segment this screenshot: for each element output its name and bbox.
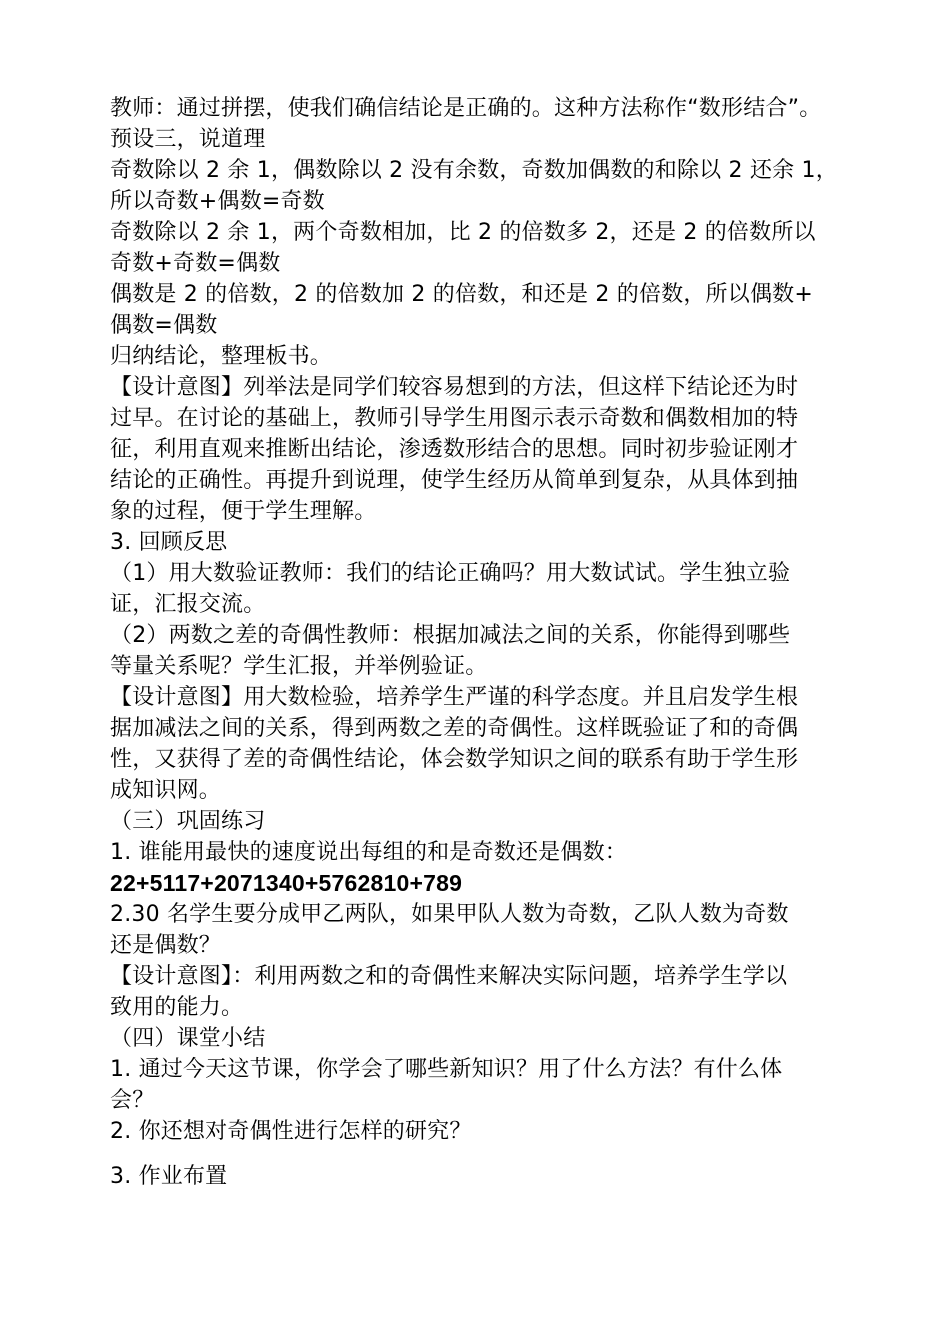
paragraph-line: 征，利用直观来推断出结论，渗透数形结合的思想。同时初步验证刚才 [110,437,799,462]
design-intent-line: 【设计意图】用大数检验，培养学生严谨的科学态度。并且启发学生根 [110,685,799,710]
paragraph-line: 成知识网。 [110,778,222,803]
paragraph-line: 归纳结论，整理板书。 [110,344,333,369]
paragraph-line: 偶数是 2 的倍数，2 的倍数加 2 的倍数，和还是 2 的倍数，所以偶数+ [110,282,813,307]
paragraph-line: 偶数=偶数 [110,313,218,338]
section-heading: （三）巩固练习 [110,809,266,834]
exercise-line: 1. 谁能用最快的速度说出每组的和是奇数还是偶数： [110,840,627,865]
summary-item: 会？ [110,1088,155,1113]
spacer [110,1147,850,1161]
paragraph-line: 教师：通过拼摆，使我们确信结论是正确的。这种方法称作“数形结合”。 [110,96,822,121]
paragraph-line: （2）两数之差的奇偶性教师：根据加减法之间的关系，你能得到哪些 [110,623,791,648]
section-heading: 3. 回顾反思 [110,530,228,555]
summary-item: 2. 你还想对奇偶性进行怎样的研究？ [110,1119,472,1144]
exercise-line: 还是偶数？ [110,933,222,958]
document-body [110,93,850,1192]
exercise-expression: 22+5117+2071340+5762810+789 [110,870,463,896]
summary-item: 3. 作业布置 [110,1164,228,1189]
design-intent-line: 【设计意图】：利用两数之和的奇偶性来解决实际问题，培养学生学以 [110,964,788,989]
section-heading: （四）课堂小结 [110,1026,266,1051]
summary-item: 1. 通过今天这节课，你学会了哪些新知识？用了什么方法？有什么体 [110,1057,783,1082]
paragraph-line: 预设三，说道理 [110,127,266,152]
paragraph-line: 过早。在讨论的基础上，教师引导学生用图示表示奇数和偶数相加的特 [110,406,799,431]
paragraph-line: 奇数除以 2 余 1，偶数除以 2 没有余数，奇数加偶数的和除以 2 还余 1， [110,158,838,183]
paragraph-line: 据加减法之间的关系，得到两数之差的奇偶性。这样既验证了和的奇偶 [110,716,799,741]
paragraph-line: （1）用大数验证教师：我们的结论正确吗？用大数试试。学生独立验 [110,561,791,586]
paragraph-line: 奇数除以 2 余 1，两个奇数相加，比 2 的倍数多 2，还是 2 的倍数所以 [110,220,816,245]
paragraph-line: 等量关系呢？学生汇报，并举例验证。 [110,654,488,679]
paragraph-line: 所以奇数+偶数=奇数 [110,189,325,214]
design-intent-line: 【设计意图】列举法是同学们较容易想到的方法，但这样下结论还为时 [110,375,799,400]
paragraph-line: 象的过程，便于学生理解。 [110,499,377,524]
exercise-line: 2.30 名学生要分成甲乙两队，如果甲队人数为奇数，乙队人数为奇数 [110,902,789,927]
paragraph-line: 奇数+奇数=偶数 [110,251,281,276]
paragraph-line: 证，汇报交流。 [110,592,266,617]
paragraph-line: 性，又获得了差的奇偶性结论，体会数学知识之间的联系有助于学生形 [110,747,799,772]
paragraph-line: 致用的能力。 [110,995,244,1020]
paragraph-line: 结论的正确性。再提升到说理，使学生经历从简单到复杂，从具体到抽 [110,468,799,493]
